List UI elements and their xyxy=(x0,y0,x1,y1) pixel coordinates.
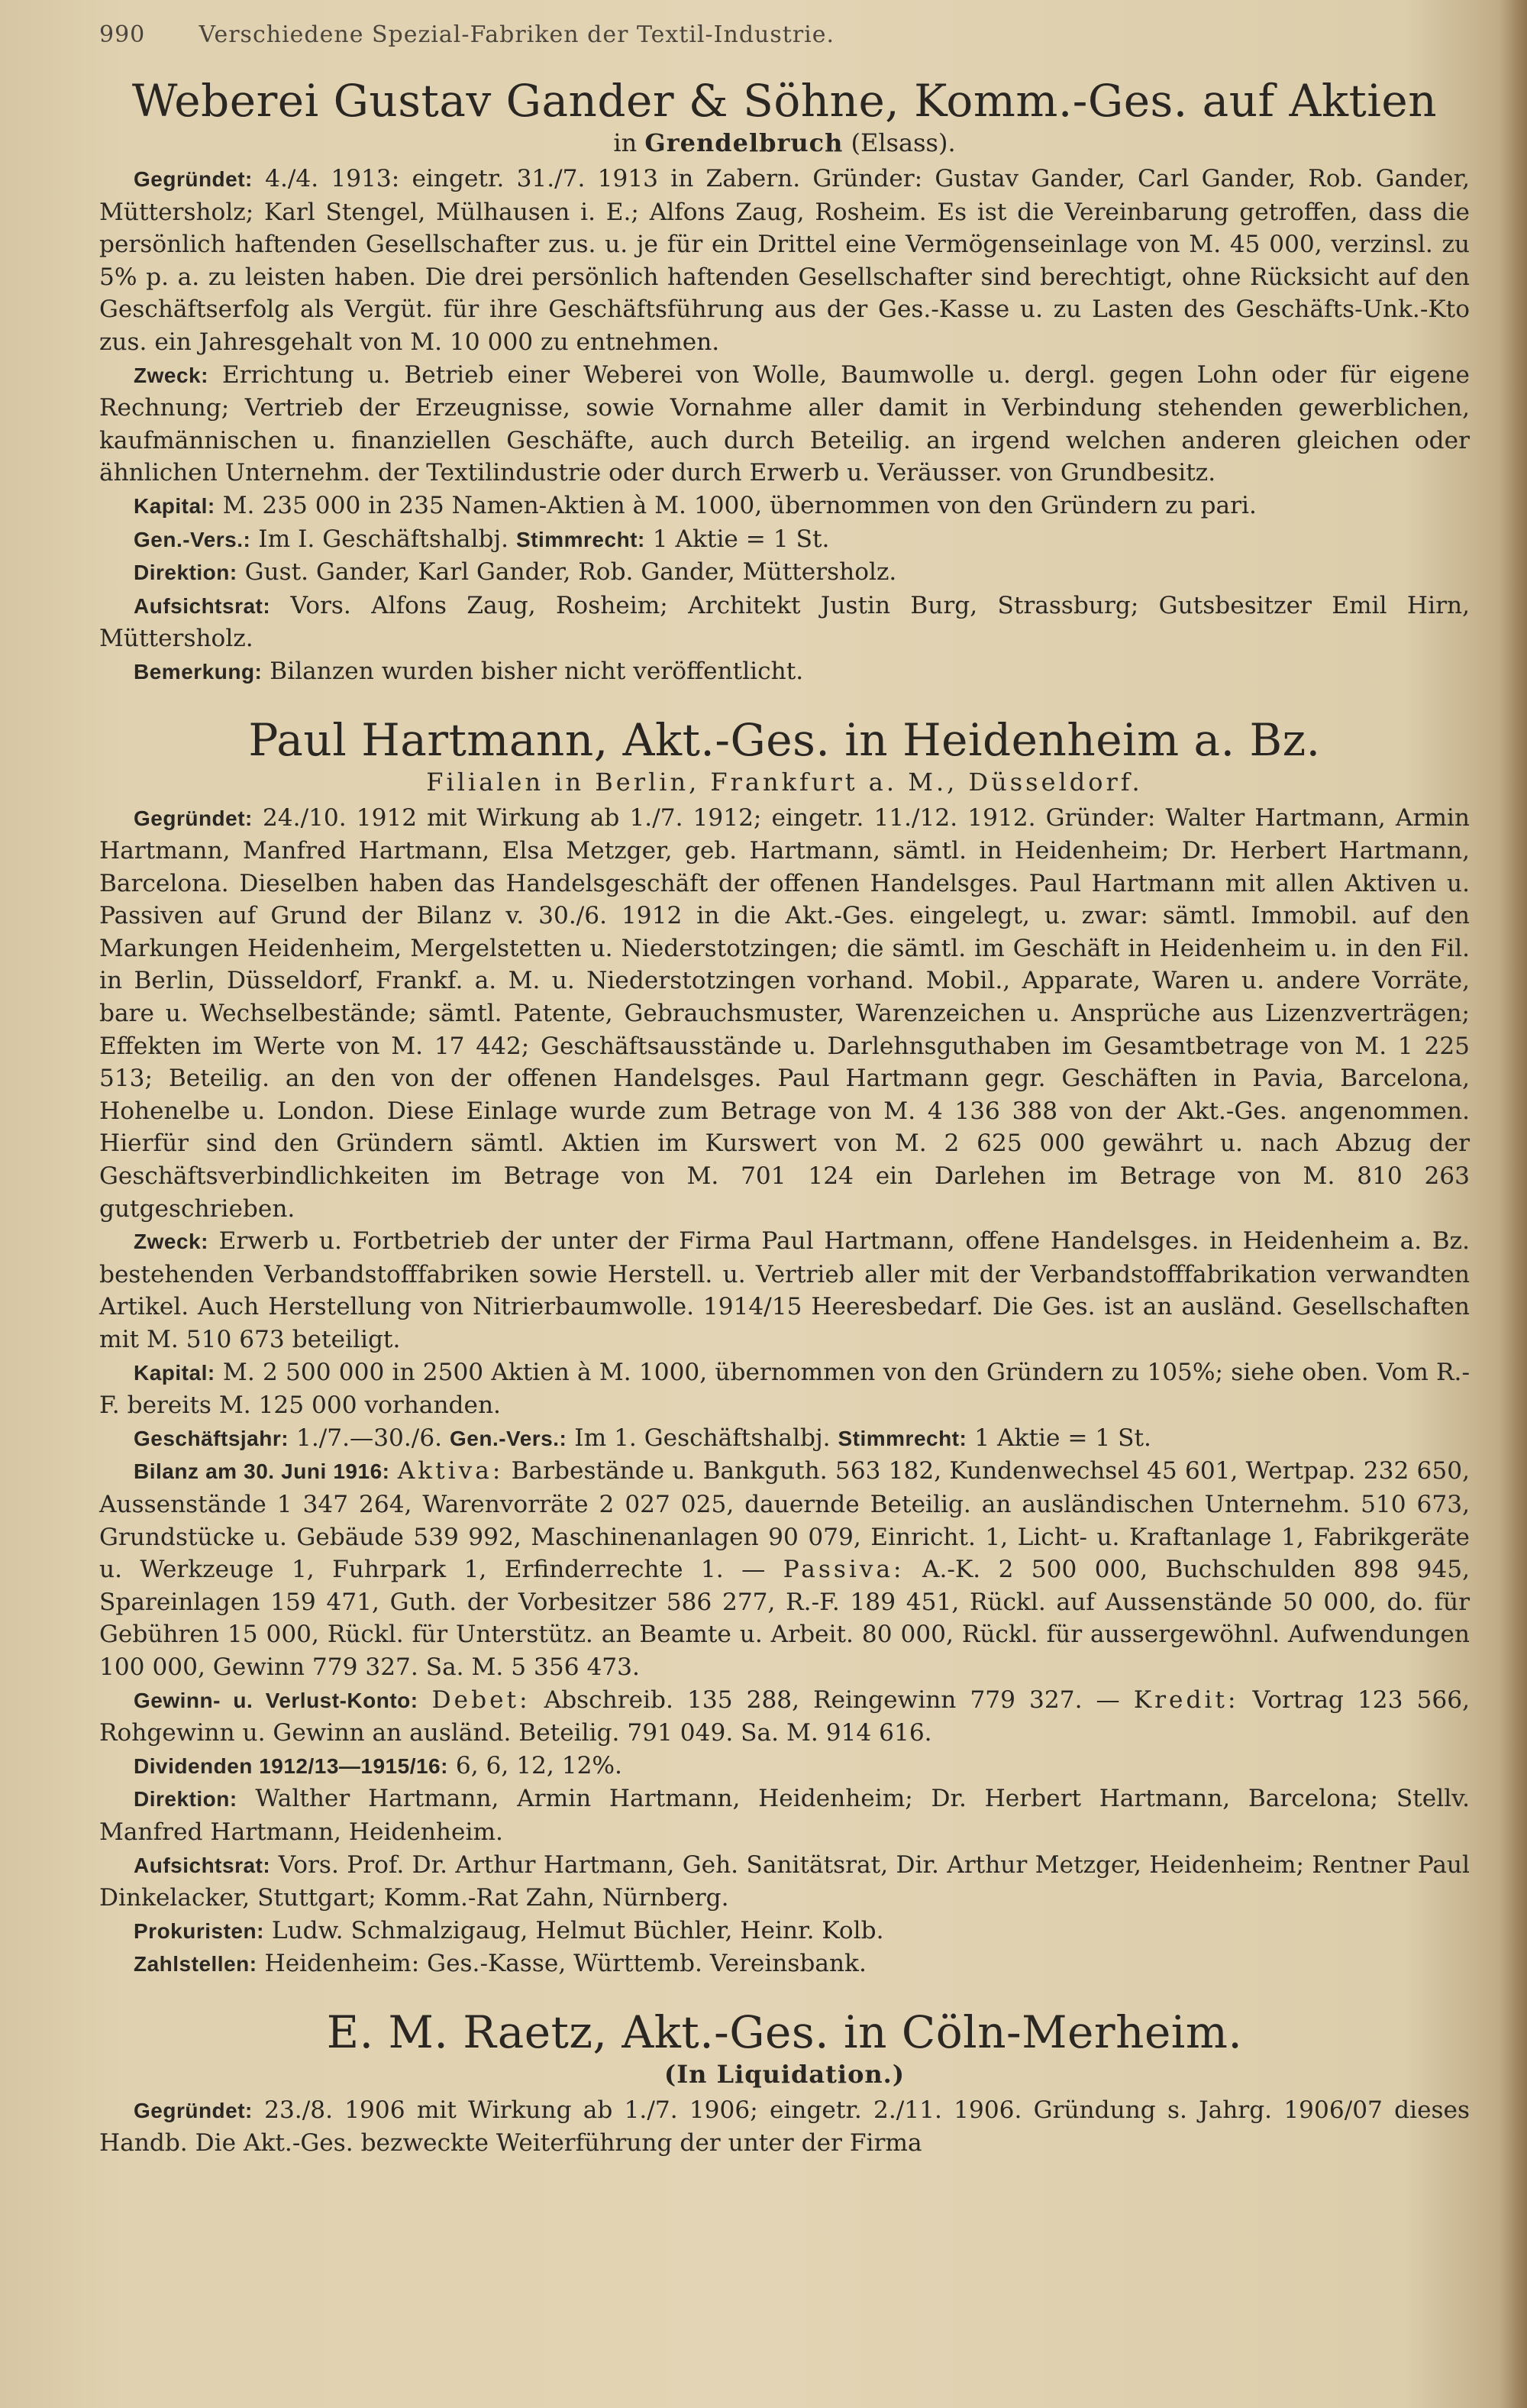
field-text: A.-K. 2 500 000, Buchschulden 898 945, Spareinlagen 159 471, Guth. der Vorbesitzer 586 277, R.-F. 189 451, Rückl. auf Aussenstände 50 000, do. für Gebühren 15 000, Rückl. für Unterstütz. an Beamte u. Arbeit. 80 000, Rückl. für aussergewöhnl. Aufwendungen 100 000, Gewinn 779 327. Sa. M. 5 356 473. xyxy=(99,1556,1471,1681)
branches-cities: Frankfurt a. M., Düsseldorf. xyxy=(710,767,1143,797)
entry-bemerkung xyxy=(99,655,1470,689)
kredit-label: Kredit: xyxy=(1133,1686,1239,1714)
field-text: Heidenheim: Ges.-Kasse, Württemb. Vereinsbank. xyxy=(264,1950,867,1978)
field-label: Gewinn- u. Verlust-Konto: xyxy=(134,1688,418,1712)
field-text: 4./4. 1913: eingetr. 31./7. 1913 in Zabern. Gründer: Gustav Gander, Carl Gander, Rob. Gander, Müttersholz; Karl Stengel, Mülhausen i. E.; Alfons Zaug, Rosheim. Es ist die Vereinbarung getroffen, dass die persönlich haftenden Gesellschafter zus. u. je für ein Drittel eine Vermögenseinlage von M. 45 000, verzinsl. zu 5% p. a. zu leisten haben. Die drei persönlich haftenden Gesellschafter sind berechtigt, ohne Rücksicht auf den Geschäftserfolg als Vergüt. für ihre Geschäftsführung aus der Ges.-Kasse u. zu Lasten des Geschäfts-Unk.-Kto zus. ein Jahresgehalt von M. 10 000 zu entnehmen. xyxy=(99,165,1470,356)
field-label: Kapital: xyxy=(134,1360,215,1385)
field-label: Stimmrecht: xyxy=(838,1426,967,1450)
field-label: Gen.-Vers.: xyxy=(450,1426,567,1450)
entry-kapital xyxy=(99,490,1470,523)
field-text: 6, 6, 12, 12%. xyxy=(455,1751,622,1779)
entry-bilanz xyxy=(99,1455,1470,1683)
page-content xyxy=(99,21,1470,2184)
branches-prefix: Filialen in Berlin, xyxy=(426,767,711,797)
passiva-label: Passiva: xyxy=(783,1556,905,1584)
field-text: Vors. Prof. Dr. Arthur Hartmann, Geh. Sanitätsrat, Dir. Arthur Metzger, Heidenheim; Rentner Paul Dinkelacker, Stuttgart; Komm.-Rat Zahn, Nürnberg. xyxy=(99,1850,1470,1912)
field-label: Stimmrecht: xyxy=(515,527,645,551)
field-label: Kapital: xyxy=(134,493,215,518)
entry-genvers xyxy=(99,523,1470,557)
field-label: Zahlstellen: xyxy=(134,1952,257,1976)
debet-label: Debet: xyxy=(431,1686,531,1714)
field-text: Barbestände u. Bankguth. 563 182, Kundenwechsel 45 601, Wertpap. 232 650, Aussenstände 1 347 264, Warenvorräte 2 027 025, dauernde Beteilig. an ausländischen Unternehm. 510 673, Grundstücke u. Gebäude 539 992, Maschinenanlagen 90 079, Einricht. 1, Licht- u. Kraftanlage 1, Fabrikgeräte u. Werkzeuge 1, Fuhrpark 1, Erfinderrechte 1. — xyxy=(99,1457,1470,1584)
entry-zweck xyxy=(99,359,1470,490)
entry-direktion xyxy=(99,1783,1470,1848)
entry-gegruendet xyxy=(99,2094,1470,2160)
company-status xyxy=(99,2059,1470,2090)
field-text: Gust. Gander, Karl Gander, Rob. Gander, Müttersholz. xyxy=(244,558,897,587)
field-label: Aufsichtsrat: xyxy=(134,1853,271,1877)
field-label: Dividenden 1912/13—1915/16: xyxy=(134,1753,448,1778)
field-text: 24./10. 1912 mit Wirkung ab 1./7. 1912; eingetr. 11./12. 1912. Gründer: Walter Hartmann, Armin Hartmann, Manfred Hartmann, Elsa Metzger, geb. Hartmann, sämtl. in Heidenheim; Dr. Herbert Hartmann, Barcelona. Dieselben haben das Handelsgeschäft der offenen Handelsges. Paul Hartmann mit allen Aktiven u. Passiven auf Grund der Bilanz v. 30./6. 1912 in die Akt.-Ges. eingelegt, u. zwar: sämtl. Immobil. auf den Markungen Heidenheim, Mergelstetten u. Niederstotzingen; die sämtl. im Geschäft in Heidenheim u. in den Fil. in Berlin, Düsseldorf, Frankf. a. M. u. Niederstotzingen vorhand. Mobil., Apparate, Waren u. andere Vorräte, bare u. Wechselbestände; sämtl. Patente, Gebrauchsmuster, Warenzeichen u. Ansprüche aus Lizenzverträgen; Effekten im Werte von M. 17 442; Geschäftsausstände u. Darlehnsguthaben im Gesamtbetrage von M. 1 225 513; Beteilig. an den von der offenen Handelsges. Paul Hartmann gegr. Geschäften in Pavia, Barcelona, Hohenelbe u. London. Diese Einlage wurde zum Betrage von M. 4 136 388 von der Akt.-Ges. angenommen. Hierfür sind den Gründern sämtl. Aktien im Kurswert von M. 2 625 000 gewährt u. nach Abzug der Geschäftsverbindlichkeiten im Betrage von M. 701 124 ein Darlehen im Betrage von M. 810 263 gutgeschrieben. xyxy=(99,803,1470,1223)
location-suffix: (Elsass). xyxy=(843,128,956,157)
field-text: M. 235 000 in 235 Namen-Aktien à M. 1000, übernommen von den Gründern zu pari. xyxy=(222,491,1257,519)
field-text: 1./7.—30./6. xyxy=(296,1424,443,1452)
field-label: Bemerkung: xyxy=(134,659,263,684)
entry-aufsichtsrat xyxy=(99,590,1470,655)
field-label: Zweck: xyxy=(134,363,208,387)
field-text: Bilanzen wurden bisher nicht veröffentlicht. xyxy=(270,657,804,685)
field-label: Zweck: xyxy=(134,1230,208,1254)
field-text: Abschreib. 135 288, Reingewinn 779 327. — xyxy=(544,1686,1120,1714)
field-label: Gegründet: xyxy=(134,2098,253,2122)
field-label: Aufsichtsrat: xyxy=(134,593,271,618)
company-title: E. M. Raetz, Akt.-Ges. in Cöln-Merheim. xyxy=(326,2006,1243,2058)
entry-zahlstellen xyxy=(99,1947,1470,1981)
field-label: Gen.-Vers.: xyxy=(134,527,251,551)
field-label: Gegründet: xyxy=(134,806,253,830)
field-label: Prokuristen: xyxy=(134,1918,264,1943)
field-text: Errichtung u. Betrieb einer Weberei von Wolle, Baumwolle u. dergl. gegen Lohn oder für eigene Rechnung; Vertrieb der Erzeugnisse, sowie Vornahme aller damit in Verbindung stehenden gewerblichen, kaufmännischen u. finanziellen Geschäfte, auch durch Beteilig. an irgend welchen anderen gleichen oder ähnlichen Unternehm. der Textilindustrie oder durch Erwerb u. Veräusser. von Grundbesitz. xyxy=(99,360,1470,487)
entry-guv xyxy=(99,1684,1470,1750)
company-title: Paul Hartmann, Akt.-Ges. in Heidenheim a. Bz. xyxy=(248,713,1321,766)
entry-gegruendet xyxy=(99,163,1470,359)
field-text: Ludw. Schmalzigaug, Helmut Büchler, Heinr. Kolb. xyxy=(271,1916,884,1944)
company-entry-hartmann xyxy=(99,713,1470,1981)
entry-dividenden xyxy=(99,1750,1470,1783)
company-branches xyxy=(99,767,1470,797)
field-text: Vors. Alfons Zaug, Rosheim; Architekt Justin Burg, Strassburg; Gutsbesitzer Emil Hirn, Müttersholz. xyxy=(99,591,1470,653)
field-text: Erwerb u. Fortbetrieb der unter der Firma Paul Hartmann, offene Handelsges. in Heidenheim a. Bz. bestehenden Verbandstofffabriken sowie Herstell. u. Vertrieb aller mit der Verbandstofffabrikation verwandten Artikel. Auch Herstellung von Nitrierbaumwolle. 1914/15 Heeresbedarf. Die Ges. ist an ausländ. Gesellschaften mit M. 510 673 beteiligt. xyxy=(99,1227,1470,1353)
company-entry-raetz xyxy=(99,2006,1470,2160)
entry-kapital xyxy=(99,1356,1470,1422)
field-text: 1 Aktie = 1 St. xyxy=(652,525,830,553)
field-text: Walther Hartmann, Armin Hartmann, Heidenheim; Dr. Herbert Hartmann, Barcelona; Stellv. Manfred Hartmann, Heidenheim. xyxy=(99,1785,1470,1846)
field-label: Direktion: xyxy=(134,561,237,585)
field-text: 1 Aktie = 1 St. xyxy=(974,1424,1151,1452)
location-prefix: in xyxy=(613,128,645,157)
field-label: Bilanz am 30. Juni 1916: xyxy=(134,1459,390,1484)
entry-aufsichtsrat xyxy=(99,1849,1470,1915)
location-place: Grendelbruch xyxy=(644,128,844,157)
entry-prokuristen xyxy=(99,1915,1470,1948)
field-text: Vortrag 123 566, Rohgewinn u. Gewinn an ausländ. Beteilig. 791 049. Sa. M. 914 616. xyxy=(99,1686,1470,1747)
company-title: Weberei Gustav Gander & Söhne, Komm.-Ges. auf Aktien xyxy=(131,75,1438,127)
field-label: Geschäftsjahr: xyxy=(134,1426,289,1450)
field-text: Im I. Geschäftshalbj. xyxy=(258,525,509,553)
field-text: M. 2 500 000 in 2500 Aktien à M. 1000, übernommen von den Gründern zu 105%; siehe oben. Vom R.-F. bereits M. 125 000 vorhanden. xyxy=(99,1358,1470,1420)
entry-gegruendet xyxy=(99,802,1470,1226)
page-number: 990 xyxy=(99,21,146,48)
running-head xyxy=(99,21,1470,48)
company-location xyxy=(99,128,1470,158)
entry-geschaeftsjahr xyxy=(99,1422,1470,1456)
page-edge-shadow xyxy=(1500,0,1527,2408)
field-text: 23./8. 1906 mit Wirkung ab 1./7. 1906; eingetr. 2./11. 1906. Gründung s. Jahrg. 1906/07 dieses Handb. Die Akt.-Ges. bezweckte Weiterführung der unter der Firma xyxy=(99,2096,1470,2158)
liquidation-note: (In Liquidation.) xyxy=(664,2059,905,2089)
aktiva-label: Aktiva: xyxy=(397,1457,504,1485)
field-text: Im 1. Geschäftshalbj. xyxy=(574,1424,831,1452)
running-title: Verschiedene Spezial-Fabriken der Textil-Industrie. xyxy=(199,21,835,48)
company-entry-gander xyxy=(99,74,1470,689)
entry-zweck xyxy=(99,1225,1470,1356)
field-label: Direktion: xyxy=(134,1787,237,1812)
field-label: Gegründet: xyxy=(134,167,253,191)
entry-direktion xyxy=(99,556,1470,590)
